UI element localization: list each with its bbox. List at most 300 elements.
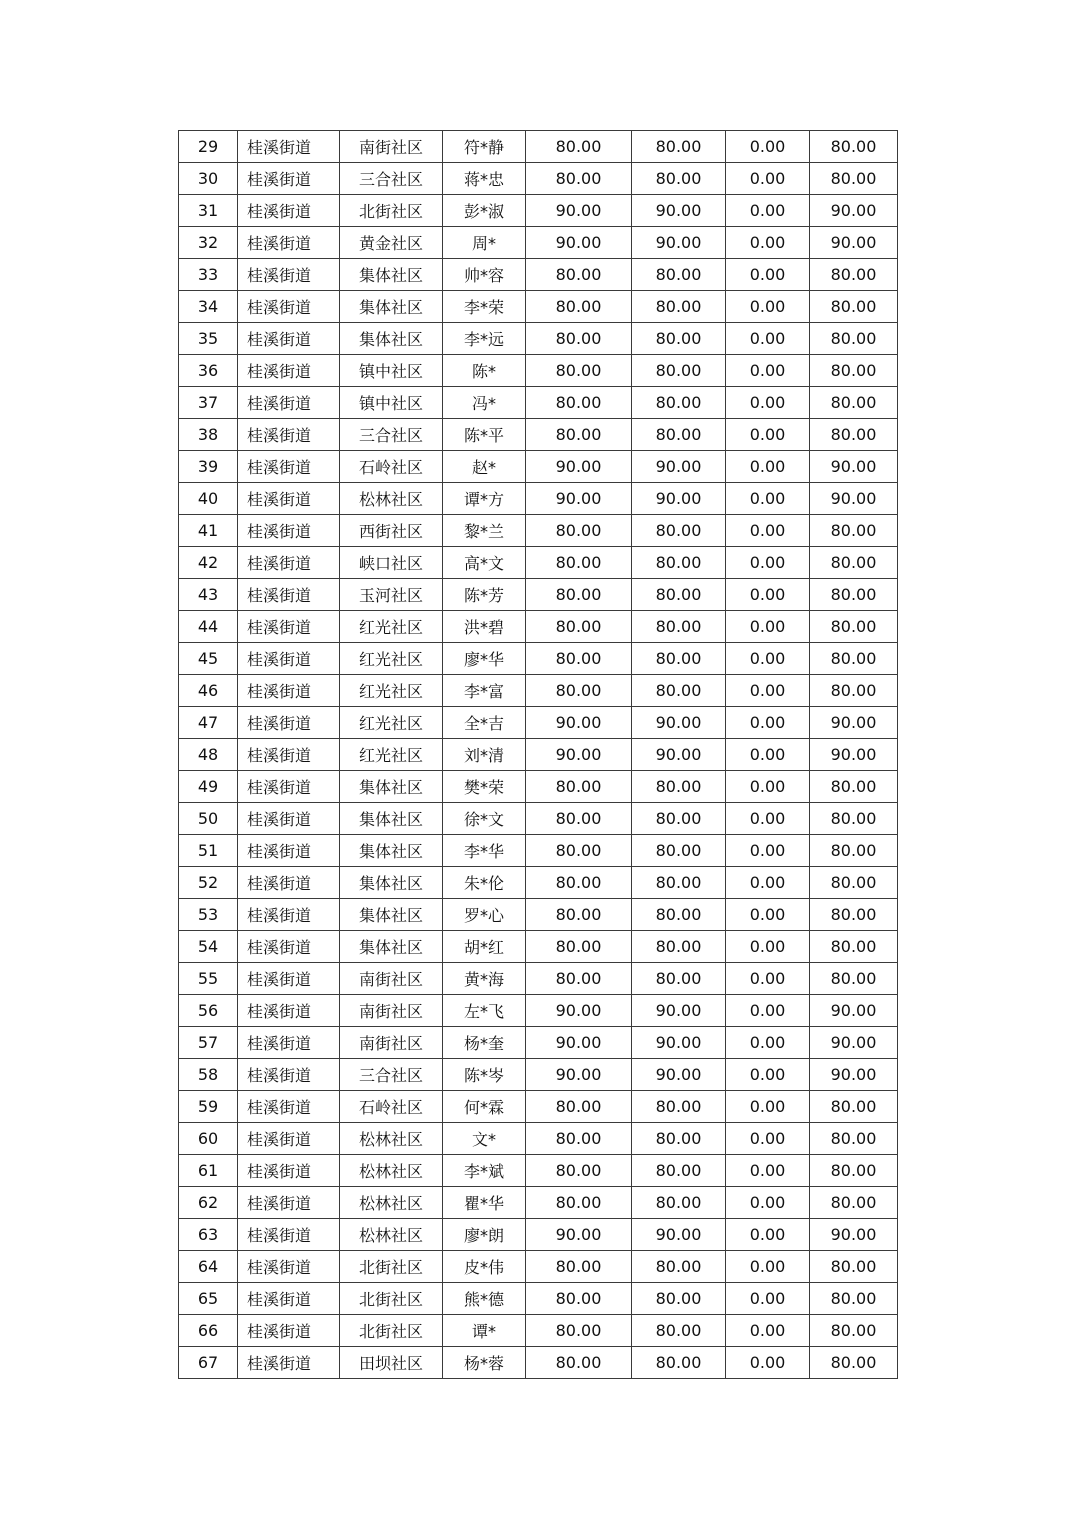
cell-community: 北街社区: [340, 1251, 443, 1283]
cell-amount-total: 80.00: [810, 867, 898, 899]
cell-community: 松林社区: [340, 483, 443, 515]
cell-index: 48: [179, 739, 238, 771]
cell-name: 朱*伦: [443, 867, 526, 899]
cell-amount-2: 80.00: [632, 1347, 726, 1379]
cell-amount-total: 80.00: [810, 355, 898, 387]
cell-amount-3: 0.00: [726, 259, 810, 291]
cell-amount-1: 80.00: [526, 835, 632, 867]
table-row: [179, 323, 898, 355]
cell-amount-total: 80.00: [810, 1251, 898, 1283]
cell-index: 59: [179, 1091, 238, 1123]
cell-amount-3: 0.00: [726, 803, 810, 835]
cell-amount-2: 80.00: [632, 1155, 726, 1187]
table-row: [179, 611, 898, 643]
cell-street: 桂溪街道: [238, 739, 340, 771]
cell-index: 53: [179, 899, 238, 931]
cell-name: 罗*心: [443, 899, 526, 931]
cell-amount-3: 0.00: [726, 1059, 810, 1091]
cell-index: 36: [179, 355, 238, 387]
cell-amount-total: 90.00: [810, 451, 898, 483]
cell-amount-3: 0.00: [726, 227, 810, 259]
table-row: [179, 1251, 898, 1283]
table-row: [179, 291, 898, 323]
cell-amount-total: 90.00: [810, 195, 898, 227]
cell-amount-total: 80.00: [810, 1091, 898, 1123]
cell-amount-total: 90.00: [810, 483, 898, 515]
cell-amount-2: 80.00: [632, 579, 726, 611]
cell-street: 桂溪街道: [238, 1251, 340, 1283]
cell-community: 南街社区: [340, 131, 443, 163]
cell-amount-2: 80.00: [632, 611, 726, 643]
cell-street: 桂溪街道: [238, 227, 340, 259]
cell-amount-2: 80.00: [632, 675, 726, 707]
table-row: [179, 1027, 898, 1059]
cell-name: 文*: [443, 1123, 526, 1155]
cell-amount-3: 0.00: [726, 387, 810, 419]
cell-community: 镇中社区: [340, 387, 443, 419]
cell-amount-total: 80.00: [810, 163, 898, 195]
cell-amount-3: 0.00: [726, 1187, 810, 1219]
cell-community: 集体社区: [340, 803, 443, 835]
cell-amount-3: 0.00: [726, 547, 810, 579]
cell-community: 石岭社区: [340, 451, 443, 483]
cell-street: 桂溪街道: [238, 1187, 340, 1219]
table-row: [179, 899, 898, 931]
cell-name: 何*霖: [443, 1091, 526, 1123]
table-row: [179, 1283, 898, 1315]
cell-index: 55: [179, 963, 238, 995]
cell-street: 桂溪街道: [238, 1059, 340, 1091]
table-row: [179, 451, 898, 483]
cell-amount-1: 80.00: [526, 1187, 632, 1219]
cell-index: 60: [179, 1123, 238, 1155]
cell-index: 66: [179, 1315, 238, 1347]
cell-community: 南街社区: [340, 995, 443, 1027]
cell-amount-1: 80.00: [526, 291, 632, 323]
cell-street: 桂溪街道: [238, 1347, 340, 1379]
table-row: [179, 835, 898, 867]
cell-street: 桂溪街道: [238, 1027, 340, 1059]
cell-amount-2: 80.00: [632, 867, 726, 899]
cell-amount-1: 90.00: [526, 1219, 632, 1251]
cell-amount-1: 90.00: [526, 227, 632, 259]
cell-amount-total: 90.00: [810, 739, 898, 771]
cell-amount-1: 80.00: [526, 131, 632, 163]
table-row: [179, 771, 898, 803]
cell-community: 集体社区: [340, 899, 443, 931]
cell-name: 廖*朗: [443, 1219, 526, 1251]
cell-amount-total: 80.00: [810, 1123, 898, 1155]
cell-amount-2: 80.00: [632, 1091, 726, 1123]
cell-amount-1: 90.00: [526, 195, 632, 227]
cell-name: 刘*清: [443, 739, 526, 771]
cell-amount-3: 0.00: [726, 451, 810, 483]
cell-name: 洪*碧: [443, 611, 526, 643]
cell-street: 桂溪街道: [238, 483, 340, 515]
cell-amount-3: 0.00: [726, 131, 810, 163]
cell-name: 皮*伟: [443, 1251, 526, 1283]
cell-index: 43: [179, 579, 238, 611]
cell-amount-1: 80.00: [526, 771, 632, 803]
cell-community: 玉河社区: [340, 579, 443, 611]
cell-index: 57: [179, 1027, 238, 1059]
table-row: [179, 1059, 898, 1091]
cell-street: 桂溪街道: [238, 1123, 340, 1155]
cell-index: 65: [179, 1283, 238, 1315]
cell-amount-2: 80.00: [632, 1251, 726, 1283]
cell-street: 桂溪街道: [238, 323, 340, 355]
table-row: [179, 867, 898, 899]
cell-amount-2: 80.00: [632, 355, 726, 387]
cell-name: 全*吉: [443, 707, 526, 739]
cell-street: 桂溪街道: [238, 451, 340, 483]
cell-index: 46: [179, 675, 238, 707]
cell-index: 56: [179, 995, 238, 1027]
cell-index: 52: [179, 867, 238, 899]
cell-amount-2: 90.00: [632, 451, 726, 483]
cell-amount-total: 80.00: [810, 515, 898, 547]
cell-community: 三合社区: [340, 163, 443, 195]
cell-amount-2: 80.00: [632, 1315, 726, 1347]
cell-amount-3: 0.00: [726, 419, 810, 451]
cell-name: 徐*文: [443, 803, 526, 835]
cell-name: 瞿*华: [443, 1187, 526, 1219]
cell-amount-total: 80.00: [810, 1155, 898, 1187]
cell-name: 符*静: [443, 131, 526, 163]
cell-community: 三合社区: [340, 419, 443, 451]
cell-community: 南街社区: [340, 963, 443, 995]
cell-community: 松林社区: [340, 1123, 443, 1155]
cell-street: 桂溪街道: [238, 771, 340, 803]
table-row: [179, 579, 898, 611]
cell-name: 高*文: [443, 547, 526, 579]
table-row: [179, 547, 898, 579]
cell-name: 周*: [443, 227, 526, 259]
cell-amount-1: 80.00: [526, 259, 632, 291]
cell-amount-1: 80.00: [526, 1347, 632, 1379]
cell-name: 蒋*忠: [443, 163, 526, 195]
cell-amount-3: 0.00: [726, 867, 810, 899]
cell-street: 桂溪街道: [238, 675, 340, 707]
cell-index: 49: [179, 771, 238, 803]
cell-name: 李*富: [443, 675, 526, 707]
cell-amount-2: 80.00: [632, 387, 726, 419]
cell-amount-1: 80.00: [526, 931, 632, 963]
cell-name: 黎*兰: [443, 515, 526, 547]
cell-index: 38: [179, 419, 238, 451]
cell-community: 西街社区: [340, 515, 443, 547]
cell-street: 桂溪街道: [238, 899, 340, 931]
cell-amount-1: 80.00: [526, 963, 632, 995]
cell-amount-1: 80.00: [526, 579, 632, 611]
cell-amount-1: 80.00: [526, 163, 632, 195]
cell-index: 32: [179, 227, 238, 259]
cell-street: 桂溪街道: [238, 1219, 340, 1251]
cell-index: 47: [179, 707, 238, 739]
table-row: [179, 483, 898, 515]
cell-name: 赵*: [443, 451, 526, 483]
cell-index: 58: [179, 1059, 238, 1091]
cell-amount-1: 80.00: [526, 355, 632, 387]
cell-name: 帅*容: [443, 259, 526, 291]
table-row: [179, 419, 898, 451]
cell-name: 杨*奎: [443, 1027, 526, 1059]
cell-community: 北街社区: [340, 1283, 443, 1315]
cell-amount-1: 80.00: [526, 323, 632, 355]
cell-amount-3: 0.00: [726, 963, 810, 995]
cell-street: 桂溪街道: [238, 1091, 340, 1123]
cell-amount-2: 90.00: [632, 483, 726, 515]
cell-community: 红光社区: [340, 611, 443, 643]
cell-amount-3: 0.00: [726, 1219, 810, 1251]
cell-community: 红光社区: [340, 739, 443, 771]
cell-street: 桂溪街道: [238, 611, 340, 643]
cell-amount-2: 80.00: [632, 643, 726, 675]
cell-community: 集体社区: [340, 259, 443, 291]
table-row: [179, 1187, 898, 1219]
cell-amount-total: 80.00: [810, 1187, 898, 1219]
cell-index: 67: [179, 1347, 238, 1379]
cell-amount-3: 0.00: [726, 771, 810, 803]
cell-amount-total: 80.00: [810, 931, 898, 963]
cell-index: 41: [179, 515, 238, 547]
cell-amount-total: 80.00: [810, 419, 898, 451]
cell-amount-total: 90.00: [810, 707, 898, 739]
cell-community: 黄金社区: [340, 227, 443, 259]
table-row: [179, 675, 898, 707]
table-row: [179, 1315, 898, 1347]
cell-amount-total: 80.00: [810, 803, 898, 835]
cell-amount-2: 80.00: [632, 899, 726, 931]
cell-amount-3: 0.00: [726, 291, 810, 323]
cell-amount-2: 80.00: [632, 259, 726, 291]
cell-amount-1: 90.00: [526, 995, 632, 1027]
cell-amount-2: 80.00: [632, 419, 726, 451]
cell-amount-total: 90.00: [810, 227, 898, 259]
cell-name: 谭*: [443, 1315, 526, 1347]
cell-amount-3: 0.00: [726, 1155, 810, 1187]
table-row: [179, 739, 898, 771]
cell-amount-1: 80.00: [526, 643, 632, 675]
cell-street: 桂溪街道: [238, 355, 340, 387]
cell-street: 桂溪街道: [238, 707, 340, 739]
table-row: [179, 195, 898, 227]
cell-name: 熊*德: [443, 1283, 526, 1315]
cell-amount-2: 90.00: [632, 195, 726, 227]
cell-amount-2: 90.00: [632, 227, 726, 259]
cell-amount-total: 80.00: [810, 771, 898, 803]
cell-amount-2: 80.00: [632, 963, 726, 995]
cell-street: 桂溪街道: [238, 163, 340, 195]
cell-name: 彭*淑: [443, 195, 526, 227]
cell-amount-1: 80.00: [526, 803, 632, 835]
cell-name: 陈*芳: [443, 579, 526, 611]
cell-street: 桂溪街道: [238, 259, 340, 291]
cell-amount-1: 90.00: [526, 451, 632, 483]
cell-amount-1: 80.00: [526, 867, 632, 899]
cell-name: 廖*华: [443, 643, 526, 675]
cell-street: 桂溪街道: [238, 1155, 340, 1187]
cell-community: 南街社区: [340, 1027, 443, 1059]
table-row: [179, 963, 898, 995]
table-row: [179, 1155, 898, 1187]
cell-amount-1: 90.00: [526, 707, 632, 739]
cell-amount-2: 80.00: [632, 931, 726, 963]
data-table: [178, 130, 898, 1379]
cell-amount-2: 90.00: [632, 1059, 726, 1091]
cell-name: 李*华: [443, 835, 526, 867]
table-row: [179, 1123, 898, 1155]
cell-street: 桂溪街道: [238, 387, 340, 419]
cell-index: 35: [179, 323, 238, 355]
cell-index: 64: [179, 1251, 238, 1283]
cell-amount-3: 0.00: [726, 1251, 810, 1283]
cell-community: 松林社区: [340, 1219, 443, 1251]
cell-community: 北街社区: [340, 195, 443, 227]
cell-community: 镇中社区: [340, 355, 443, 387]
cell-community: 集体社区: [340, 867, 443, 899]
cell-index: 51: [179, 835, 238, 867]
cell-community: 峡口社区: [340, 547, 443, 579]
cell-name: 李*远: [443, 323, 526, 355]
cell-amount-2: 80.00: [632, 163, 726, 195]
cell-index: 42: [179, 547, 238, 579]
table-row: [179, 515, 898, 547]
cell-amount-total: 90.00: [810, 1027, 898, 1059]
cell-index: 63: [179, 1219, 238, 1251]
cell-community: 红光社区: [340, 707, 443, 739]
cell-street: 桂溪街道: [238, 195, 340, 227]
cell-amount-1: 80.00: [526, 611, 632, 643]
cell-index: 62: [179, 1187, 238, 1219]
cell-name: 左*飞: [443, 995, 526, 1027]
cell-amount-3: 0.00: [726, 1315, 810, 1347]
cell-amount-total: 90.00: [810, 1219, 898, 1251]
cell-community: 北街社区: [340, 1315, 443, 1347]
cell-name: 陈*: [443, 355, 526, 387]
cell-index: 39: [179, 451, 238, 483]
cell-amount-3: 0.00: [726, 1091, 810, 1123]
table-row: [179, 931, 898, 963]
cell-amount-1: 80.00: [526, 1123, 632, 1155]
cell-amount-3: 0.00: [726, 355, 810, 387]
cell-amount-total: 80.00: [810, 259, 898, 291]
cell-index: 50: [179, 803, 238, 835]
cell-amount-1: 80.00: [526, 899, 632, 931]
cell-amount-1: 80.00: [526, 1155, 632, 1187]
cell-street: 桂溪街道: [238, 643, 340, 675]
cell-amount-3: 0.00: [726, 899, 810, 931]
cell-amount-2: 80.00: [632, 291, 726, 323]
cell-name: 胡*红: [443, 931, 526, 963]
cell-index: 34: [179, 291, 238, 323]
cell-street: 桂溪街道: [238, 515, 340, 547]
cell-name: 陈*岑: [443, 1059, 526, 1091]
cell-amount-1: 80.00: [526, 515, 632, 547]
cell-street: 桂溪街道: [238, 835, 340, 867]
cell-amount-3: 0.00: [726, 835, 810, 867]
cell-amount-3: 0.00: [726, 707, 810, 739]
cell-amount-1: 90.00: [526, 1027, 632, 1059]
cell-amount-3: 0.00: [726, 515, 810, 547]
cell-community: 红光社区: [340, 675, 443, 707]
cell-community: 田坝社区: [340, 1347, 443, 1379]
cell-index: 54: [179, 931, 238, 963]
cell-index: 44: [179, 611, 238, 643]
table-row: [179, 1091, 898, 1123]
cell-amount-1: 80.00: [526, 387, 632, 419]
cell-amount-2: 80.00: [632, 803, 726, 835]
table-row: [179, 707, 898, 739]
table-row: [179, 131, 898, 163]
cell-amount-1: 90.00: [526, 739, 632, 771]
cell-street: 桂溪街道: [238, 291, 340, 323]
cell-amount-3: 0.00: [726, 931, 810, 963]
cell-amount-1: 80.00: [526, 547, 632, 579]
cell-name: 杨*蓉: [443, 1347, 526, 1379]
cell-street: 桂溪街道: [238, 1315, 340, 1347]
cell-community: 松林社区: [340, 1187, 443, 1219]
cell-amount-total: 80.00: [810, 1315, 898, 1347]
cell-amount-3: 0.00: [726, 1027, 810, 1059]
cell-community: 集体社区: [340, 291, 443, 323]
cell-name: 冯*: [443, 387, 526, 419]
cell-amount-2: 90.00: [632, 1219, 726, 1251]
cell-amount-2: 80.00: [632, 835, 726, 867]
cell-amount-2: 80.00: [632, 771, 726, 803]
cell-amount-1: 80.00: [526, 1283, 632, 1315]
cell-name: 谭*方: [443, 483, 526, 515]
cell-amount-3: 0.00: [726, 643, 810, 675]
cell-amount-1: 90.00: [526, 1059, 632, 1091]
table-row: [179, 259, 898, 291]
cell-amount-total: 80.00: [810, 835, 898, 867]
cell-community: 石岭社区: [340, 1091, 443, 1123]
cell-amount-2: 80.00: [632, 1123, 726, 1155]
cell-street: 桂溪街道: [238, 995, 340, 1027]
cell-index: 29: [179, 131, 238, 163]
cell-name: 樊*荣: [443, 771, 526, 803]
cell-amount-2: 80.00: [632, 131, 726, 163]
cell-community: 红光社区: [340, 643, 443, 675]
cell-amount-total: 80.00: [810, 899, 898, 931]
cell-amount-1: 80.00: [526, 1091, 632, 1123]
cell-street: 桂溪街道: [238, 963, 340, 995]
cell-name: 陈*平: [443, 419, 526, 451]
cell-amount-1: 80.00: [526, 419, 632, 451]
cell-index: 61: [179, 1155, 238, 1187]
cell-community: 松林社区: [340, 1155, 443, 1187]
table-row: [179, 1347, 898, 1379]
cell-amount-3: 0.00: [726, 611, 810, 643]
cell-name: 李*斌: [443, 1155, 526, 1187]
cell-amount-total: 80.00: [810, 1347, 898, 1379]
cell-street: 桂溪街道: [238, 931, 340, 963]
table-row: [179, 227, 898, 259]
cell-community: 集体社区: [340, 323, 443, 355]
table-row: [179, 1219, 898, 1251]
cell-amount-2: 80.00: [632, 1283, 726, 1315]
cell-amount-1: 90.00: [526, 483, 632, 515]
cell-amount-3: 0.00: [726, 579, 810, 611]
cell-amount-1: 80.00: [526, 675, 632, 707]
cell-amount-3: 0.00: [726, 1347, 810, 1379]
cell-street: 桂溪街道: [238, 131, 340, 163]
cell-street: 桂溪街道: [238, 547, 340, 579]
cell-amount-3: 0.00: [726, 323, 810, 355]
cell-amount-total: 90.00: [810, 1059, 898, 1091]
cell-amount-total: 80.00: [810, 579, 898, 611]
